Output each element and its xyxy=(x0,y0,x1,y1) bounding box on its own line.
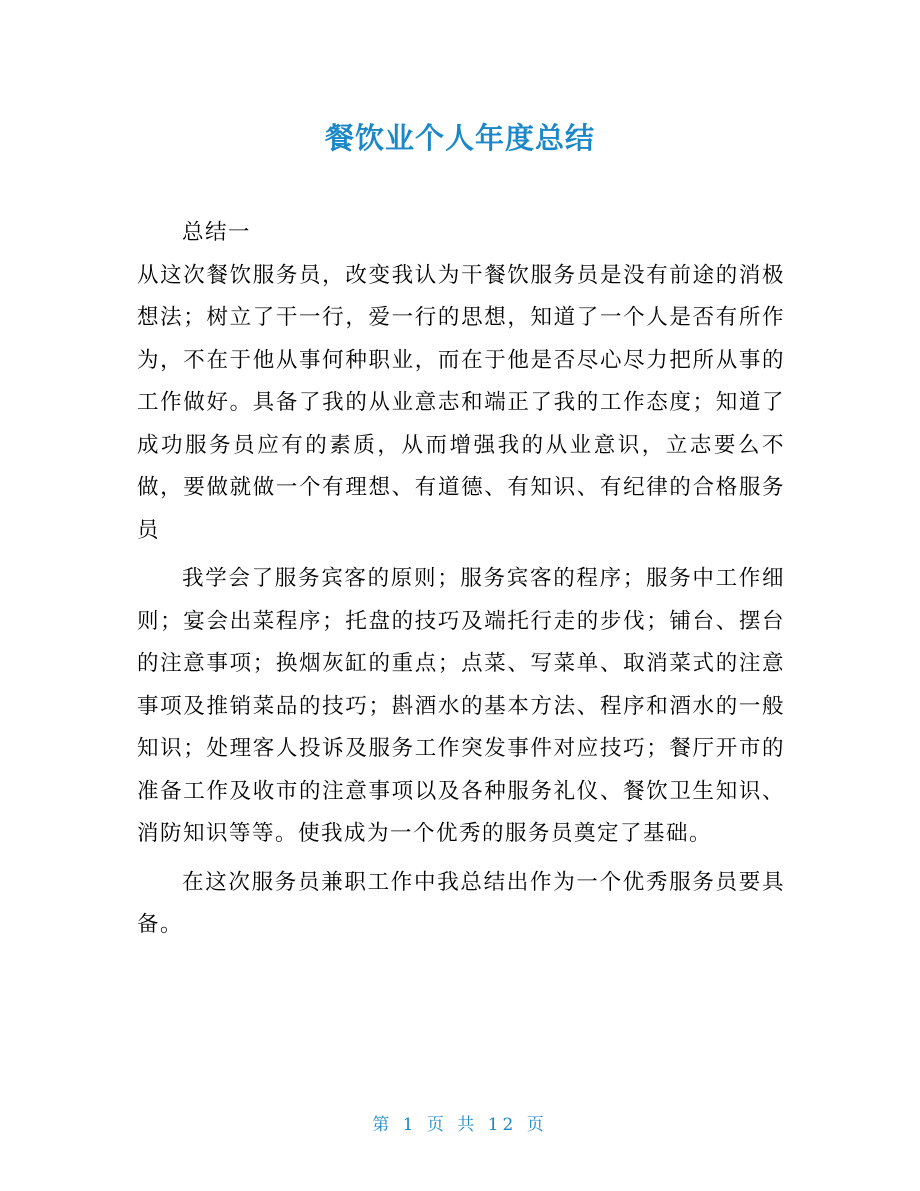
paragraph: 从这次餐饮服务员，改变我认为干餐饮服务员是没有前途的消极想法；树立了干一行，爱一行的思想，知道了一个人是否有所作为，不在于他从事何种职业，而在于他是否尽心尽力把所从事的工作做好。具备了我的从业意志和端正了我的工作态度；知道了成功服务员应有的素质，从而增强我的从业意识，立志要么不做，要做就做一个有理想、有道德、有知识、有纪律的合格服务员 xyxy=(137,262,785,543)
document-body xyxy=(137,212,785,947)
paragraph-heading: 总结一 xyxy=(182,220,252,245)
document-title: 餐饮业个人年度总结 xyxy=(324,121,595,155)
page-number-footer: 第 1 页 共 12 页 xyxy=(372,1115,548,1135)
paragraph: 在这次服务员兼职工作中我总结出作为一个优秀服务员要具备。 xyxy=(137,869,785,937)
paragraph: 我学会了服务宾客的原则；服务宾客的程序；服务中工作细则；宴会出菜程序；托盘的技巧及端托行走的步伐；铺台、摆台的注意事项；换烟灰缸的重点；点菜、写菜单、取消菜式的注意事项及推销菜品的技巧；斟酒水的基本方法、程序和酒水的一般知识；处理客人投诉及服务工作突发事件对应技巧；餐厅开市的准备工作及收市的注意事项以及各种服务礼仪、餐饮卫生知识、消防知识等等。使我成为一个优秀的服务员奠定了基础。 xyxy=(137,566,785,846)
